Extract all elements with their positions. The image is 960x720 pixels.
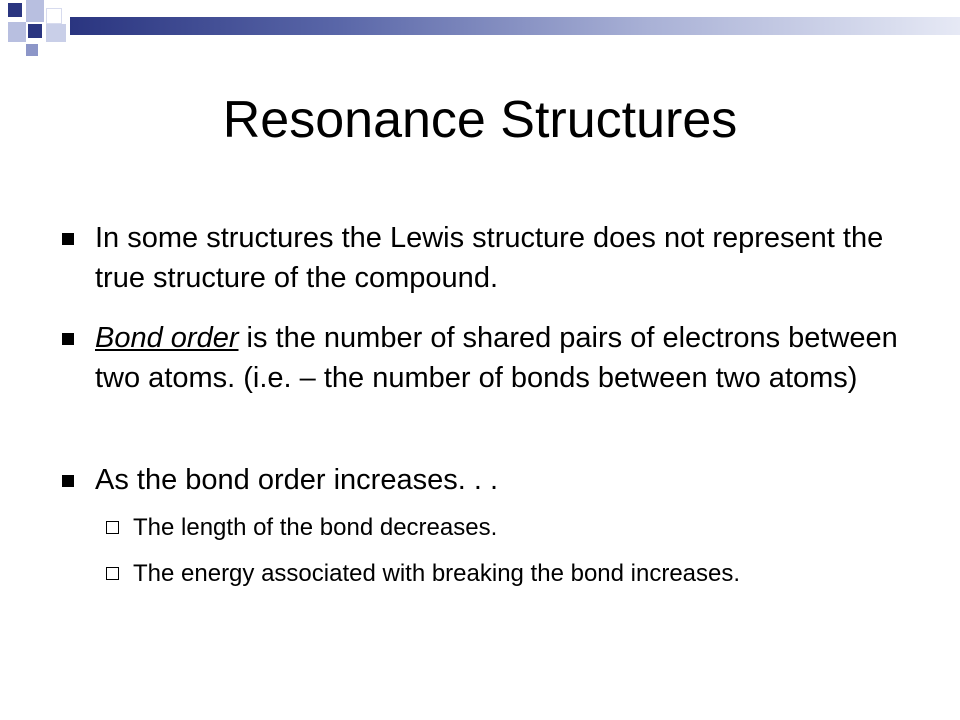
hollow-square-bullet-icon: [106, 521, 119, 534]
bullet-item: [95, 460, 915, 500]
bullet-item: [95, 318, 915, 398]
slide-title: Resonance Structures: [222, 91, 738, 149]
sub-bullet-text: The energy associated with breaking the bond increases.: [133, 560, 741, 587]
decorative-square: [26, 44, 38, 56]
header-gradient-bar: [70, 17, 960, 35]
bond-order-term: Bond order: [95, 322, 239, 354]
bullet-text: As the bond order increases. . .: [95, 464, 498, 496]
square-bullet-icon: [62, 333, 74, 345]
bullet-text: In some structures the Lewis structure does not represent the true structure of the compound.: [95, 222, 884, 294]
sub-bullet-item: [133, 510, 913, 546]
sub-bullet-text: The length of the bond decreases.: [133, 514, 498, 541]
sub-bullet-item: [133, 556, 913, 592]
bullet-item: [95, 218, 915, 298]
hollow-square-bullet-icon: [106, 567, 119, 580]
decorative-square: [26, 0, 44, 22]
bullet-text: is the number of shared pairs of electrons between two atoms. (i.e. – the number of bonds between two atoms): [95, 322, 898, 394]
decorative-square: [46, 24, 66, 42]
decorative-square: [28, 24, 42, 38]
decorative-square: [8, 22, 26, 42]
square-bullet-icon: [62, 233, 74, 245]
decorative-square: [46, 8, 62, 24]
square-bullet-icon: [62, 475, 74, 487]
header-decoration: [0, 0, 960, 60]
decorative-square: [8, 3, 22, 17]
